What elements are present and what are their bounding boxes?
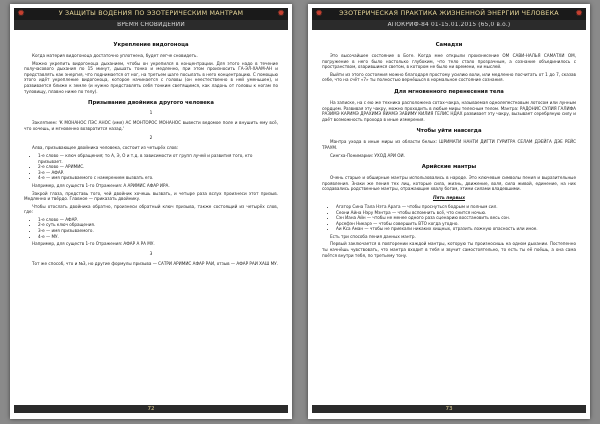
page-number: 73 xyxy=(445,406,453,412)
sun-emblem-icon: ✹ xyxy=(315,9,323,19)
list-item: • 3-е — АФАР. xyxy=(38,170,278,176)
paragraph: Например, для существ 1-го Отражения: А АРИМИС АФАР ИРА. xyxy=(32,182,170,188)
right-header-subtitle: АПОКРИФ-84 01-15.01.2015 (65,0 в.о.) xyxy=(387,21,511,28)
left-header-band xyxy=(14,8,288,20)
section-number: 3 xyxy=(149,251,153,257)
left-header-title: У ЗАЩИТЫ ВОДЕНИЯ ПО ЭЗОТЕРИЧЕСКИМ МАНТРАМ xyxy=(58,9,244,17)
section-heading: Арийские мантры xyxy=(421,164,477,171)
list-item: • Аи Кса Аман — чтобы не приехали никаких хищных, отразить ложную опасность или иное. xyxy=(336,226,576,232)
page-number: 72 xyxy=(147,406,155,412)
subheading: Пять первых xyxy=(432,195,466,201)
list-item: • 2-е слово — АРИМИС. xyxy=(38,164,278,170)
paragraph: Алва, призывающее двойника человека, состоит из четырёх слов: xyxy=(32,145,179,151)
list-item: • Агатор Сина Тала Нэта Арага — чтобы проснуться бодрым и полным сил. xyxy=(336,204,576,210)
list-item: • Сэн Иана Айн — чтобы не менее одного раза сценарию восстановить весь сон. xyxy=(336,215,576,221)
section-heading: Самадхи xyxy=(435,42,463,48)
paragraph: Когда материя видогоноца достаточно уплотнена, будет легче сновидеть. xyxy=(32,53,198,58)
sun-emblem-icon: ✹ xyxy=(575,9,583,19)
section-heading: Призывание двойника другого человека xyxy=(88,100,214,107)
section-number: 1 xyxy=(149,111,153,117)
right-page xyxy=(308,4,590,419)
paragraph: Выйти из этого состояния можно благодаря простому усилию воли, или медленно посчитать от 1 до 7, сказав себе, что на счёт «7» ты полностью вернёшься в нормальное состояние сознания. xyxy=(322,71,576,83)
section-heading: Укрепление видогоноца xyxy=(113,42,189,48)
right-page-content xyxy=(322,36,576,401)
paragraph: Тот же способ, что и №3, но другие формулы призыва — САТРИ АРИМИС АФАР РАИ, отзыв — АФАР РАИ ХАШ МУ. xyxy=(32,260,278,266)
paragraph: Это высочайшее состояние в Боге. Когда мне открыли произнесение ОМ САВИ-НАЛЬЯ САМАТХИ ОМ, погружение в него было настолько глубоким, что тело стало прозрачным, а сознание объединилось с пространством, озарившимся светом, в котором не было ни времени, ни мыслей. xyxy=(322,53,576,70)
bullet-list xyxy=(24,217,278,239)
paragraph: Можно укрепить видогоноца дыханием, чтобы он укрепился в концентрации. Для этого надо в течение получасового дыхания по 15 минут, дышать тонко и медленно, при этом произносить ГА-ЭЛ-ХААМ-АН и представлять как энергия, что поднимается от ног, на третьем шаге посылать в него концентрацию. С помощью этого идёт укрепление видогоноца, которое начинается с головы (он неестественно в ней уменьшен), и развивается ближе к земле (и нужно представлять себя тонким светящимся, как ладонь от головы к ногам по туловищу, плавно ниже по телу). xyxy=(24,60,278,94)
paragraph: Сингха-Понимарии: УХОД АРИ ОИ. xyxy=(330,152,405,158)
right-footer-band xyxy=(312,405,586,413)
sun-emblem-icon: ✹ xyxy=(17,9,25,19)
list-item: • 3-е — имя призываемого. xyxy=(38,228,278,234)
list-item: • 4-е — имя призываемого с намерением вызвать его. xyxy=(38,175,278,181)
bullet-list xyxy=(322,204,576,232)
paragraph: Например, для существ 1-го Отражения: АФАР А РА МУ. xyxy=(32,241,155,247)
paragraph: Очень старые и обширные мантры использовались в народе. Это ключевые символы пения и выразительные проявления. Знаки же пения тех лиц, которые сила, жизнь, движение, воля, сила живой, единение, на них создавались родственные мантры, отражающие хвалу богам, этими силами владевшими. xyxy=(322,175,576,192)
section-heading: Чтобы уйти навсегда xyxy=(416,128,482,135)
list-item: • 1-е слово — ключ обращения; то А, Э, О и т.д. в зависимости от групп лучей и развития того, кто призывает. xyxy=(38,153,278,164)
right-header-subband xyxy=(312,20,586,30)
right-header-band xyxy=(312,8,586,20)
left-header-subband xyxy=(14,20,288,30)
left-page-content xyxy=(24,36,278,401)
left-header-subtitle: ВРЕМЯ СНОВИДЕНИЙ xyxy=(117,21,185,28)
list-item: • 1-е слово — АФАР. xyxy=(38,217,278,223)
sun-emblem-icon: ✹ xyxy=(277,9,285,19)
paragraph: Заклятием: 'К МОНАНОС ПЭС АНОС (имя) АС МОНТОРОС МОНАНОС вывести ведомое поле и внушить ему всё, что хочешь, и мгновенно возвратится назад.' xyxy=(24,120,278,131)
section-heading: Для мгновенного перенесения тела xyxy=(394,88,504,95)
paragraph: Есть три способа пения данных мантр. xyxy=(330,233,416,239)
left-footer-band xyxy=(14,405,288,413)
section-number: 2 xyxy=(149,136,153,142)
left-page xyxy=(10,4,292,419)
right-header-title: ЭЗОТЕРИЧЕСКАЯ ПРАКТИКА ЖИЗНЕННОЙ ЭНЕРГИИ ЧЕЛОВЕКА xyxy=(339,9,559,17)
list-item: • Сеони Айна Нэру Мэнтра — чтобы вспомнить всё, что снится ночью. xyxy=(336,210,576,216)
paragraph: На записке, на с ею же техника расположена сотах-чакра, называемая однолепестковым лотосом или лунным сердцем. Развивая эту чакру, можно проходить в любые миры телесным телом. Мантра: РАДОНИС СУЛИЯ ГАЛИФА РАЗИМЭ КАРИМЭ ДРАХИМЭ ЯИАМЭ ЗАВИМУ КИЛИЯ ГЕЛИС НДАХ развивает эту чакру, вызывает серебряную силу и даёт возможность прохода в иные измерения. xyxy=(322,99,576,122)
list-item: • Арсефэн Никарэ — чтобы совершить ВТО когда угодно. xyxy=(336,221,576,227)
bullet-list xyxy=(24,153,278,181)
paragraph: Первый заключается в повторении каждой мантры, которую ты произносишь на одном дыхании. Постепенно ты начнёшь чувствовать, что мантра входит в тебя и звучит самостоятельно, то есть ты её поёшь, а она сама поётся внутри тебя, по третьему тону. xyxy=(322,241,576,258)
paragraph: Закрой глаза, представь того, чей двойник хочешь вызвать, и четыре раза вслух произнеси этот призыв. Медленно и твёрдо. Главное — приказать двойнику. xyxy=(24,190,278,202)
list-item: • 2-е суть ключ обращения. xyxy=(38,222,278,228)
list-item: • 4-е — МУ. xyxy=(38,234,278,240)
paragraph: Мантра ухода в иные миры из области белых: ШРИМАТИ НАНТИ ДИГТИ ГУРИТРА СЕЛАМ ДЭЕЙГА ДЭЕ РЕЙС ТРАУМ. xyxy=(322,139,576,150)
paragraph: Чтобы отослать двойника обратно, произнеси обратный ключ призыва, также состоящий из четырёх слов, где: xyxy=(24,203,278,215)
